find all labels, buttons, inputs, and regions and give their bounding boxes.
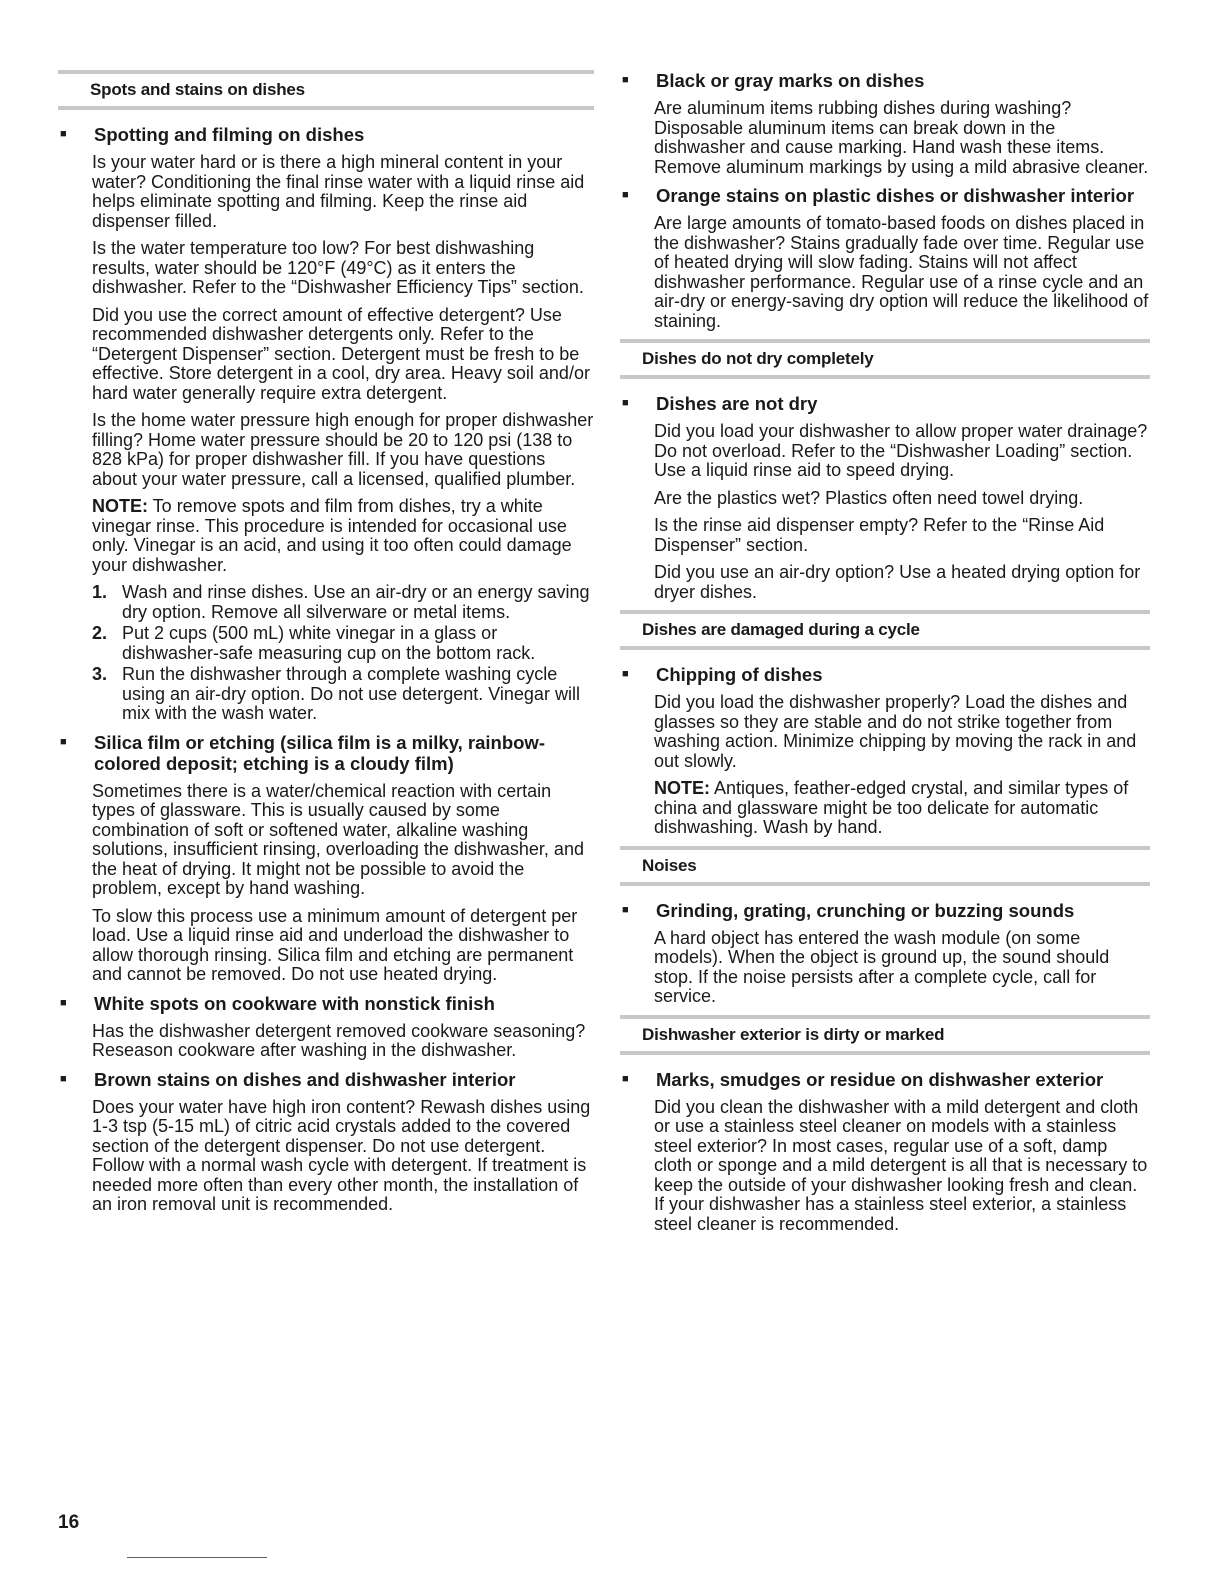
issue-title-text: Marks, smudges or residue on dishwasher exterior: [656, 1068, 1104, 1090]
issue-orange-stains: [620, 185, 1150, 331]
paragraph: Are aluminum items rubbing dishes during washing? Disposable aluminum items can break down in the dishwasher and cause marking. Hand wash these items. Remove aluminum markings by using a mild abrasive cleaner.: [654, 98, 1149, 177]
step-text: Wash and rinse dishes. Use an air-dry or an energy saving dry option. Remove all silverware or metal items.: [122, 582, 590, 622]
issue-title: [58, 732, 594, 774]
issue-title: [620, 70, 1150, 91]
issue-brown-stains: [58, 1069, 594, 1215]
issue-title: [620, 1069, 1150, 1090]
footer-divider: [127, 1557, 267, 1558]
square-bullet-icon: ■: [60, 996, 67, 1009]
square-bullet-icon: ■: [622, 1072, 629, 1085]
issue-chipping: [620, 664, 1150, 838]
issue-black-marks: [620, 70, 1150, 177]
paragraph: Did you load the dishwasher properly? Load the dishes and glasses so they are stable and do not strike together from washing action. Minimize chipping by moving the rack in and out slowly.: [654, 692, 1137, 771]
step-number: 3.: [92, 664, 108, 684]
square-bullet-icon: ■: [622, 668, 629, 680]
issue-title-text: White spots on cookware with nonstick finish: [94, 992, 495, 1014]
issue-white-spots: [58, 993, 594, 1061]
issue-title: [58, 1069, 594, 1090]
issue-title-text: Spotting and filming on dishes: [94, 124, 365, 145]
right-column: [620, 70, 1150, 1242]
paragraph: Are the plastics wet? Plastics often need towel drying.: [654, 487, 1084, 508]
paragraph: Is the home water pressure high enough for proper dishwasher filling? Home water pressure should be 20 to 120 psi (138 to 828 kPa) for proper dishwasher fill. If you have questions about your water pressure, call a licensed, qualified plumber.: [92, 410, 594, 489]
step-number: 2.: [92, 623, 108, 643]
note-text: To remove spots and film from dishes, try a white vinegar rinse. This procedure is intended for occasional use only. Vinegar is an acid, and using it too often could damage your dishwasher.: [92, 496, 572, 575]
paragraph: Is the water temperature too low? For best dishwashing results, water should be 120°F (49°C) as it enters the dishwasher. Refer to the “Dishwasher Efficiency Tips” section.: [92, 238, 584, 297]
paragraph: Is your water hard or is there a high mineral content in your water? Conditioning the final rinse water with a liquid rinse aid helps eliminate spotting and filming. Keep the rinse aid dispenser filled.: [92, 152, 585, 231]
note-text: Antiques, feather-edged crystal, and similar types of china and glassware might be too delicate for automatic dishwashing. Wash by hand.: [654, 778, 1129, 837]
issue-title-text: Grinding, grating, crunching or buzzing sounds: [656, 899, 1075, 921]
paragraph: Did you clean the dishwasher with a mild detergent and cloth or use a stainless steel cleaner on models with a stainless steel exterior? In most cases, regular use of a soft, damp cloth or sponge and a mild detergent is all that is necessary to keep the outside of your dishwasher looking fresh and clean. If your dishwasher has a stainless steel exterior, a stainless steel cleaner is recommended.: [654, 1096, 1148, 1234]
list-item: [92, 583, 594, 622]
issue-title: [620, 900, 1150, 921]
step-text: Put 2 cups (500 mL) white vinegar in a glass or dishwasher-safe measuring cup on the bottom rack.: [122, 623, 536, 663]
note-paragraph: [92, 497, 594, 575]
note-label: NOTE:: [92, 496, 148, 516]
paragraph: Does your water have high iron content? Rewash dishes using 1-3 tsp (5-15 mL) of citric acid crystals added to the covered section of the detergent dispenser. Do not use detergent. Follow with a normal wash cycle with detergent. If treatment is needed more often than every other month, the installation of an iron removal unit is recommended.: [92, 1096, 591, 1214]
paragraph: Has the dishwasher detergent removed cookware seasoning? Reseason cookware after washing in the dishwasher.: [92, 1020, 586, 1060]
paragraph: Did you use an air-dry option? Use a heated drying option for dryer dishes.: [654, 562, 1141, 602]
issue-title-text: Silica film or etching (silica film is a milky, rainbow-colored deposit; etching is a cloudy film): [94, 731, 545, 774]
square-bullet-icon: ■: [60, 1072, 67, 1085]
list-item: [92, 665, 594, 724]
issue-title-text: Brown stains on dishes and dishwasher interior: [94, 1068, 516, 1090]
paragraph: Are large amounts of tomato-based foods on dishes placed in the dishwasher? Stains gradually fade over time. Regular use of heated drying will slow fading. Stains will not affect dishwasher performance. Regular use of a rinse cycle and an air-dry or energy-saving dry option will reduce the likelihood of staining.: [654, 213, 1149, 331]
note-label: NOTE:: [654, 778, 710, 798]
issue-title: [620, 664, 1150, 685]
issue-silica: [58, 732, 594, 985]
paragraph: Sometimes there is a water/chemical reaction with certain types of glassware. This is usually caused by some combination of soft or softened water, alkaline washing solutions, insufficient rinsing, overloading the dishwasher, and the heat of drying. It might not be possible to avoid the problem, except by hand washing.: [92, 780, 584, 898]
section-heading-spots-stains: Spots and stains on dishes: [58, 70, 594, 110]
paragraph: Did you load your dishwasher to allow proper water drainage? Do not overload. Refer to the “Dishwasher Loading” section. Use a liquid rinse aid to speed drying.: [654, 421, 1148, 480]
issue-marks-exterior: [620, 1069, 1150, 1235]
section-heading-exterior: Dishwasher exterior is dirty or marked: [620, 1015, 1150, 1055]
page-number: 16: [58, 1512, 80, 1533]
section-heading-dry: Dishes do not dry completely: [620, 339, 1150, 379]
square-bullet-icon: ■: [622, 189, 629, 201]
paragraph: To slow this process use a minimum amount of detergent per load. Use a liquid rinse aid and underload the dishwasher to allow thorough rinsing. Silica film and etching are permanent and cannot be removed. Do not use heated drying.: [92, 905, 578, 984]
step-text: Run the dishwasher through a complete washing cycle using an air-dry option. Do not use detergent. Vinegar will mix with the wash water.: [122, 664, 580, 723]
issue-title-text: Black or gray marks on dishes: [656, 70, 925, 91]
issue-spotting: [58, 124, 594, 724]
steps-list: [92, 583, 594, 724]
paragraph: Is the rinse aid dispenser empty? Refer to the “Rinse Aid Dispenser” section.: [654, 515, 1105, 555]
square-bullet-icon: ■: [622, 74, 629, 86]
issue-not-dry: [620, 393, 1150, 602]
step-number: 1.: [92, 582, 108, 602]
issue-title: [620, 393, 1150, 414]
square-bullet-icon: ■: [60, 128, 67, 140]
paragraph: Did you use the correct amount of effective detergent? Use recommended dishwasher detergents only. Refer to the “Detergent Dispenser” section. Detergent must be fresh to be effective. Store detergent in a cool, dry area. Heavy soil and/or hard water generally require extra detergent.: [92, 304, 590, 403]
issue-title-text: Chipping of dishes: [656, 664, 823, 685]
issue-title-text: Dishes are not dry: [656, 393, 818, 414]
square-bullet-icon: ■: [622, 903, 629, 916]
list-item: [92, 624, 594, 663]
issue-title: [58, 124, 594, 145]
issue-grinding: [620, 900, 1150, 1007]
paragraph: A hard object has entered the wash module (on some models). When the object is ground up, the sound should stop. If the noise persists after a complete cycle, call for service.: [654, 927, 1110, 1006]
issue-title: [58, 993, 594, 1014]
square-bullet-icon: ■: [622, 397, 629, 409]
left-column: [58, 70, 594, 1223]
section-heading-noises: Noises: [620, 846, 1150, 886]
issue-title-text: Orange stains on plastic dishes or dishwasher interior: [656, 185, 1135, 206]
note-paragraph: [654, 779, 1150, 838]
issue-title: [620, 185, 1150, 206]
section-heading-damaged: Dishes are damaged during a cycle: [620, 610, 1150, 650]
square-bullet-icon: ■: [60, 735, 67, 748]
